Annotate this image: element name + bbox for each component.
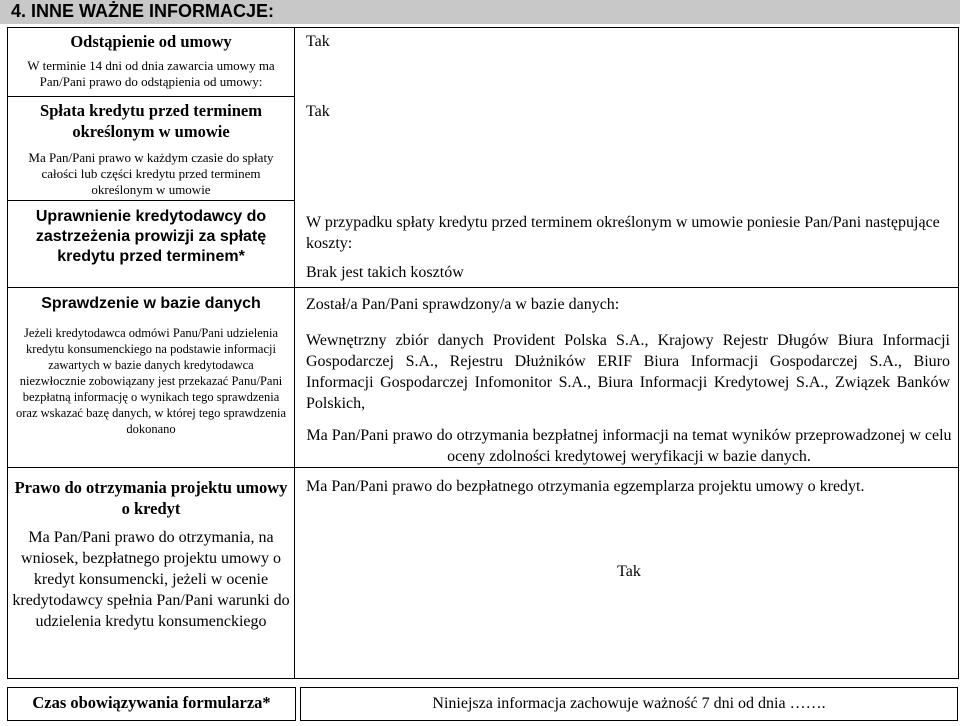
withdrawal-heading: Odstąpienie od umowy: [70, 32, 232, 51]
draft-agreement-description: Ma Pan/Pani prawo do otrzymania, na wniosek, bezpłatnego projektu umowy o kredyt konsumencki, jeżeli w ocenie kredytodawcy spełnia Pan/Pani warunki do udzielenia kredytu konsumenckiego: [12, 529, 290, 630]
draft-agreement-value: Tak: [617, 563, 641, 580]
commission-no-costs: Brak jest takich kosztów: [306, 264, 464, 281]
row-divider: [7, 467, 958, 468]
row-divider: [7, 96, 294, 97]
commission-heading: Uprawnienie kredytodawcy do zastrzeżenia prowizji za spłatę kredytu przed terminem*: [35, 208, 267, 265]
draft-agreement-heading: Prawo do otrzymania projektu umowy o kredyt: [14, 478, 288, 518]
footer-value: Niniejsza informacja zachowuje ważność 7 dni od dnia …….: [432, 695, 826, 712]
withdrawal-description: W terminie 14 dni od dnia zawarcia umowy ma Pan/Pani prawo do odstąpienia od umowy:: [27, 58, 275, 89]
early-repayment-heading: Spłata kredytu przed terminem określonym w umowie: [40, 101, 262, 141]
footer-value-box: [300, 687, 958, 721]
footer-label-box: [7, 687, 296, 721]
database-check-heading: Sprawdzenie w bazie danych: [41, 295, 261, 312]
section-title: 4. INNE WAŻNE INFORMACJE:: [11, 1, 275, 21]
early-repayment-value: Tak: [306, 103, 330, 120]
draft-agreement-right: Ma Pan/Pani prawo do bezpłatnego otrzymania egzemplarza projektu umowy o kredyt.: [306, 478, 865, 495]
database-check-databases: Wewnętrzny zbiór danych Provident Polska S.A., Krajowy Rejestr Długów Biura Informacji Gospodarczej S.A., Rejestru Dłużników ERIF Biura Informacji Gospodarczej S.A., Biuro Informacji Gospodarczej Infomonitor S.A., Biura Informacji Kredytowej S.A., Związek Banków Polskich,: [306, 332, 950, 412]
commission-cost-text: W przypadku spłaty kredytu przed terminem określonym w umowie poniesie Pan/Pani następujące koszty:: [306, 214, 940, 252]
withdrawal-value: Tak: [306, 33, 330, 50]
row-divider: [7, 200, 294, 201]
row-divider: [7, 287, 958, 288]
section-header-bar: [0, 0, 960, 24]
footer-label: Czas obowiązywania formularza*: [32, 693, 271, 712]
early-repayment-description: Ma Pan/Pani prawo w każdym czasie do spłaty całości lub części kredytu przed terminem określonym w umowie: [28, 150, 274, 197]
database-check-right-info: Ma Pan/Pani prawo do otrzymania bezpłatnej informacji na temat wyników przeprowadzonej w celu oceny zdolności kredytowej weryfikacji w bazie danych.: [306, 427, 952, 465]
database-check-intro: Został/a Pan/Pani sprawdzony/a w bazie danych:: [306, 296, 620, 313]
column-divider: [294, 27, 295, 679]
database-check-description: Jeżeli kredytodawca odmówi Panu/Pani udzielenia kredytu konsumenckiego na podstawie informacji zawartych w bazie danych kredytodawca niezwłocznie zobowiązany jest przekazać Panu/Pani bezpłatną informację o wynikach tego sprawdzenia oraz wskazać bazę danych, w której tego sprawdzenia dokonano: [16, 326, 287, 436]
